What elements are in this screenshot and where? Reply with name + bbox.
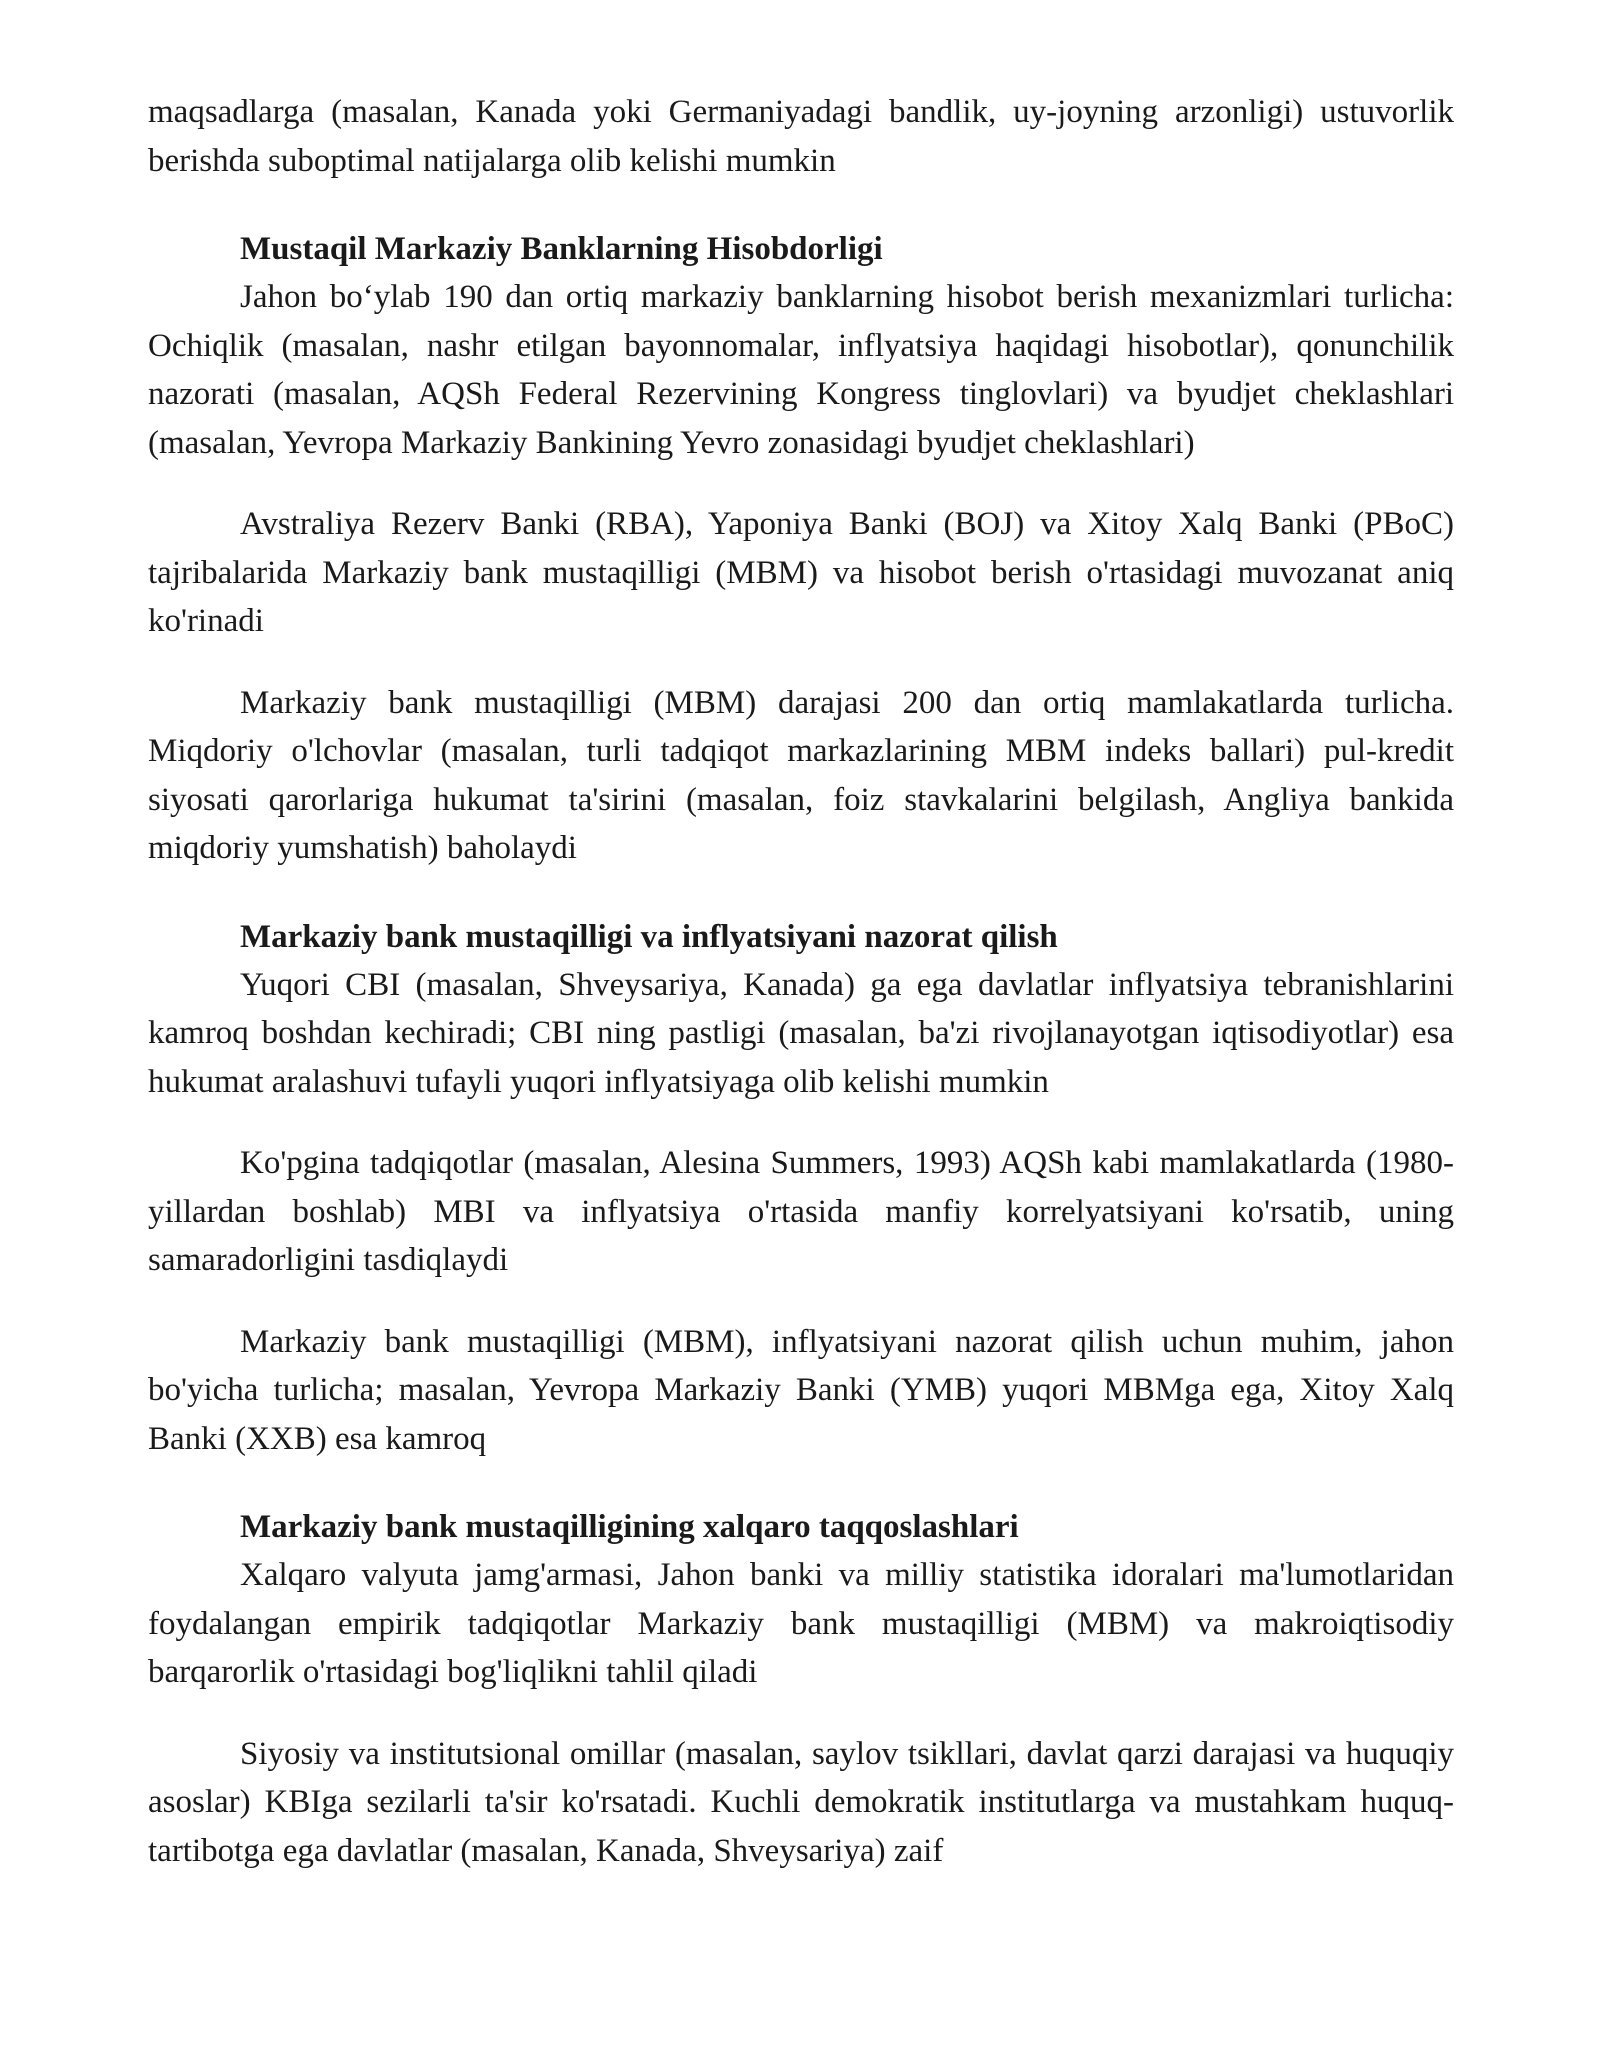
paragraph: maqsadlarga (masalan, Kanada yoki Germaniyadagi bandlik, uy-joyning arzonligi) ustuvorlik berishda suboptimal natijalarga olib kelishi mumkin (148, 94, 1454, 179)
paragraph: Avstraliya Rezerv Banki (RBA), Yaponiya Banki (BOJ) va Xitoy Xalq Banki (PBoC) tajribalarida Markaziy bank mustaqilligi (MBM) va hisobot berish o'rtasidagi muvozanat aniq ko'rinadi (148, 506, 1454, 639)
paragraph: Yuqori CBI (masalan, Shveysariya, Kanada) ga ega davlatlar inflyatsiya tebranishlarini kamroq boshdan kechiradi; CBI ning pastligi (masalan, ba'zi rivojlanayotgan iqtisodiyotlar) esa hukumat aralashuvi tufayli yuqori inflyatsiyaga olib kelishi mumkin (148, 966, 1454, 1100)
paragraph: Markaziy bank mustaqilligi (MBM), inflyatsiyani nazorat qilish uchun muhim, jahon bo'yicha turlicha; masalan, Yevropa Markaziy Banki (YMB) yuqori MBMga ega, Xitoy Xalq Banki (XXB) esa kamroq (148, 1323, 1454, 1457)
paragraph: Jahon bo‘ylab 190 dan ortiq markaziy banklarning hisobot berish mexanizmlari turlicha: Ochiqlik (masalan, nashr etilgan bayonnomalar, inflyatsiya haqidagi hisobotlar), qonunchilik nazorati (masalan, AQSh Federal Rezervining Kongress tinglovlari) va byudjet cheklashlari (masalan, Yevropa Markaziy Bankining Yevro zonasidagi byudjet cheklashlari) (148, 279, 1454, 461)
paragraph: Siyosiy va institutsional omillar (masalan, saylov tsikllari, davlat qarzi darajasi va huquqiy asoslar) KBIga sezilarli ta'sir ko'rsatadi. Kuchli demokratik institutlarga va mustahkam huquq-tartibotga ega davlatlar (masalan, Kanada, Shveysariya) zaif (148, 1735, 1454, 1869)
section-heading: Markaziy bank mustaqilligining xalqaro taqqoslashlari (240, 1509, 1019, 1545)
paragraph: Markaziy bank mustaqilligi (MBM) darajasi 200 dan ortiq mamlakatlarda turlicha. Miqdoriy o'lchovlar (masalan, turli tadqiqot markazlarining MBM indeks ballari) pul-kredit siyosati qarorlariga hukumat ta'sirini (masalan, foiz stavkalarini belgilash, Angliya bankida miqdoriy yumshatish) baholaydi (148, 684, 1454, 866)
document-page (148, 88, 1454, 1875)
section-heading: Mustaqil Markaziy Banklarning Hisobdorligi (240, 231, 883, 267)
paragraph: Xalqaro valyuta jamg'armasi, Jahon banki va milliy statistika idoralari ma'lumotlaridan foydalangan empirik tadqiqotlar Markaziy bank mustaqilligi (MBM) va makroiqtisodiy barqarorlik o'rtasidagi bog'liqlikni tahlil qiladi (148, 1557, 1454, 1690)
paragraph: Ko'pgina tadqiqotlar (masalan, Alesina Summers, 1993) AQSh kabi mamlakatlarda (1980-yillardan boshlab) MBI va inflyatsiya o'rtasida manfiy korrelyatsiyani ko'rsatib, uning samaradorligini tasdiqlaydi (148, 1145, 1454, 1278)
section-heading: Markaziy bank mustaqilligi va inflyatsiyani nazorat qilish (240, 918, 1058, 955)
